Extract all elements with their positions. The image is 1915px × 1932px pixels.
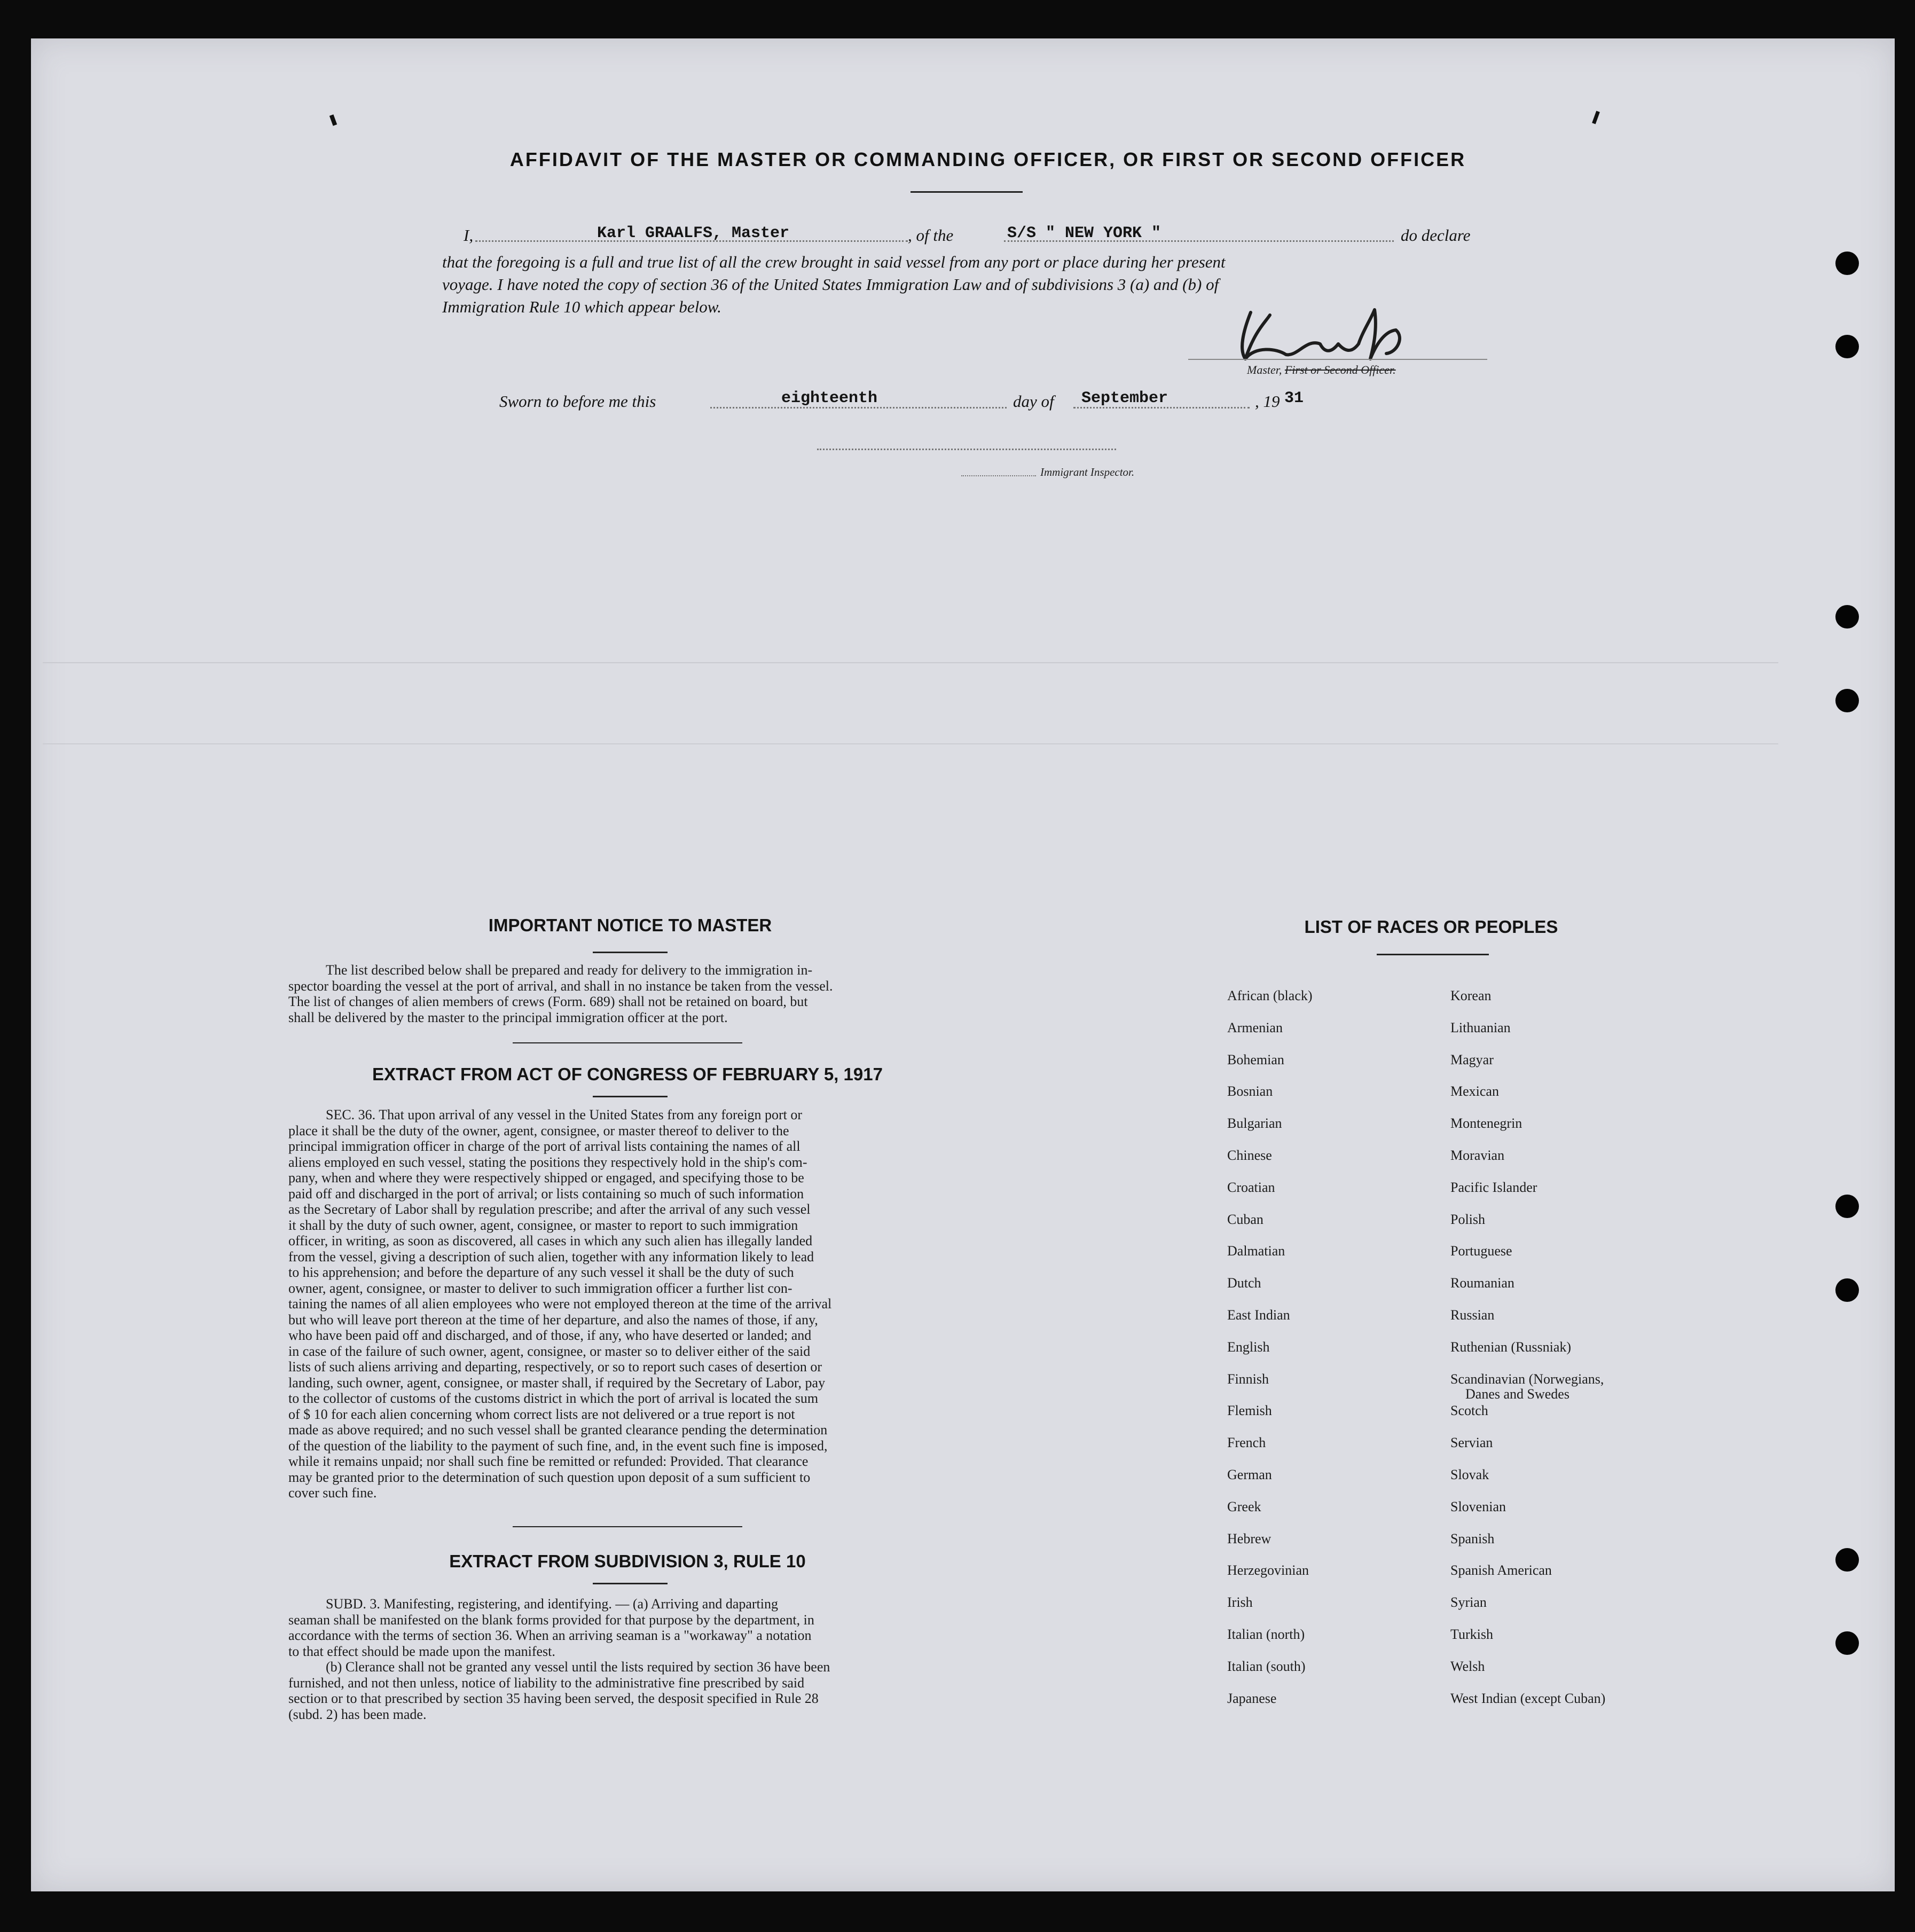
- punch-hole: [1835, 1195, 1859, 1218]
- vessel-value: S/S " NEW YORK ": [1007, 224, 1161, 242]
- race-item: Italian (north): [1227, 1627, 1305, 1642]
- race-item: Pacific Islander: [1450, 1180, 1537, 1195]
- race-item: Spanish: [1450, 1531, 1495, 1546]
- race-item: Greek: [1227, 1499, 1261, 1514]
- vessel-blank: [1004, 240, 1394, 242]
- notice-title: IMPORTANT NOTICE TO MASTER: [488, 915, 772, 935]
- act-line: as the Secretary of Labor shall by regulation prescribe; and after the arrival of any such vessel: [288, 1201, 811, 1217]
- race-item: Armenian: [1227, 1020, 1283, 1035]
- signature-caption: [1247, 363, 1396, 377]
- race-item: Ruthenian (Russniak): [1450, 1339, 1572, 1355]
- act-line: who have been paid off and discharged, and of those, if any, who have deserted or landed; and: [288, 1328, 812, 1343]
- notice-line: spector boarding the vessel at the port of arrival, and shall in no instance be taken from the vessel.: [288, 978, 833, 994]
- race-item: Mexican: [1450, 1083, 1499, 1099]
- rule-extract-text: [288, 1596, 967, 1722]
- race-item: Spanish American: [1450, 1562, 1552, 1578]
- race-item: Dutch: [1227, 1275, 1261, 1291]
- act-line: lists of such aliens arriving and departing, respectively, or so to report such cases of desertion or: [288, 1359, 822, 1375]
- notice-line: The list described below shall be prepared and ready for delivery to the immigration in-: [326, 962, 813, 978]
- race-item: Polish: [1450, 1212, 1486, 1227]
- race-item: Bulgarian: [1227, 1116, 1282, 1131]
- race-item: French: [1227, 1435, 1266, 1450]
- notice-line: shall be delivered by the master to the principal immigration officer at the port.: [288, 1009, 728, 1025]
- race-item: Chinese: [1227, 1148, 1272, 1163]
- notice-text: [288, 962, 967, 1025]
- act-line: while it remains unpaid; nor shall such fine be remitted or refunded: Provided. That clearance: [288, 1454, 809, 1469]
- of-the-label: , of the: [908, 226, 954, 245]
- race-item: Korean: [1450, 988, 1492, 1003]
- act-line: landing, such owner, agent, consignee, or master shall, if required by the Secretary of Labor, pay: [288, 1375, 826, 1391]
- race-item: Flemish: [1227, 1403, 1272, 1418]
- rule-extract-title: EXTRACT FROM SUBDIVISION 3, RULE 10: [449, 1551, 806, 1571]
- name-value: Karl GRAALFS, Master: [597, 224, 790, 242]
- race-item: Russian: [1450, 1307, 1495, 1323]
- race-item: East Indian: [1227, 1307, 1290, 1323]
- race-item: Bohemian: [1227, 1052, 1284, 1067]
- inspector-signature-line: [817, 449, 1116, 450]
- act-line: but who will leave port thereon at the time of her departure, and also the names of those, if any,: [288, 1311, 818, 1328]
- month-blank: [1073, 407, 1250, 409]
- act-line: of $ 10 for each alien concerning whom correct lists are not delivered or a true report is not: [288, 1406, 795, 1422]
- punch-hole: [1835, 1631, 1859, 1655]
- act-line: paid off and discharged in the port of arrival; or lists containing so much of such information: [288, 1185, 804, 1201]
- signature-line: [1188, 359, 1487, 360]
- rule-line: (b) Clerance shall not be granted any vessel until the lists required by section 36 have been: [326, 1659, 830, 1675]
- section-divider: [513, 1042, 742, 1043]
- act-extract-title: EXTRACT FROM ACT OF CONGRESS OF FEBRUARY 5, 1917: [372, 1064, 883, 1084]
- races-underline: [1377, 954, 1489, 955]
- caption-struck: First or Second Officer.: [1284, 363, 1396, 376]
- race-item: Finnish: [1227, 1371, 1269, 1387]
- act-line: may be granted prior to the determination of such question upon deposit of a sum sufficient to: [288, 1469, 811, 1485]
- race-item: Welsh: [1450, 1659, 1485, 1674]
- do-declare-label: do declare: [1401, 226, 1471, 245]
- race-item: Turkish: [1450, 1627, 1493, 1642]
- rule-underline: [593, 1583, 668, 1584]
- race-item: English: [1227, 1339, 1270, 1355]
- race-item-continuation: Danes and Swedes: [1465, 1386, 1569, 1402]
- declaration-line: voyage. I have noted the copy of section 36 of the United States Immigration Law and of subdivisions 3 (a) and (b) of: [442, 275, 1219, 294]
- race-item: Roumanian: [1450, 1275, 1514, 1291]
- notice-line: The list of changes of alien members of crews (Form. 689) shall not be retained on board, but: [288, 994, 808, 1009]
- sworn-line: [499, 390, 1407, 413]
- act-line: SEC. 36. That upon arrival of any vessel in the United States from any foreign port or: [326, 1107, 802, 1122]
- race-item: Scotch: [1450, 1403, 1488, 1418]
- race-item: Montenegrin: [1450, 1116, 1522, 1131]
- affidavit-title: AFFIDAVIT OF THE MASTER OR COMMANDING OFFICER, OR FIRST OR SECOND OFFICER: [509, 148, 1466, 170]
- punch-hole: [1835, 689, 1859, 712]
- act-line: taining the names of all alien employees who were not employed thereon at the time of the arrival: [288, 1296, 832, 1311]
- act-line: cover such fine.: [288, 1485, 377, 1501]
- inspector-label: Immigrant Inspector.: [1040, 466, 1135, 478]
- title-underline: [911, 191, 1023, 193]
- declaration-line-1: [442, 224, 1510, 247]
- race-item: Portuguese: [1450, 1243, 1512, 1259]
- sworn-day-blank: [710, 407, 1007, 409]
- act-line: in case of the failure of such owner, agent, consignee, or master so to deliver either of the said: [288, 1343, 811, 1359]
- act-line: from the vessel, giving a description of such alien, together with any information likely to lead: [288, 1248, 814, 1265]
- race-item: Lithuanian: [1450, 1020, 1511, 1035]
- faint-scan-line: [43, 743, 1778, 744]
- rule-line: to that effect should be made upon the manifest.: [288, 1643, 555, 1659]
- race-item: Dalmatian: [1227, 1243, 1285, 1259]
- race-item: Bosnian: [1227, 1083, 1273, 1099]
- race-item: Slovak: [1450, 1467, 1489, 1482]
- sworn-label: Sworn to before me this: [499, 392, 656, 411]
- rule-line: section or to that prescribed by section 35 having been served, the desposit specified in Rule 28: [288, 1691, 819, 1706]
- act-line: of the question of the liability to the payment of such fine, and, in the event such fine is imposed,: [288, 1438, 828, 1454]
- race-item: German: [1227, 1467, 1272, 1482]
- act-line: to the collector of customs of the customs district in which the port of arrival is located the sum: [288, 1391, 819, 1406]
- punch-hole: [1835, 605, 1859, 629]
- declaration-line: Immigration Rule 10 which appear below.: [442, 297, 721, 316]
- race-item: Cuban: [1227, 1212, 1263, 1227]
- race-item: Hebrew: [1227, 1531, 1272, 1546]
- race-item: Italian (south): [1227, 1659, 1306, 1674]
- act-line: aliens employed en such vessel, stating the positions they respectively hold in the ship's com-: [288, 1154, 807, 1170]
- month-value: September: [1081, 389, 1168, 407]
- act-line: place it shall be the duty of the owner, agent, consignee, or master thereof to deliver to the: [288, 1122, 789, 1138]
- race-item: Herzegovinian: [1227, 1562, 1309, 1578]
- year-prefix: , 19: [1255, 392, 1280, 411]
- race-item: Servian: [1450, 1435, 1493, 1450]
- master-signature: [1218, 299, 1442, 368]
- act-line: to his apprehension; and before the departure of any such vessel it shall be the duty of such: [288, 1265, 794, 1280]
- rule-line: (subd. 2) has been made.: [288, 1706, 427, 1722]
- act-line: pany, when and where they were respectively shipped or engaged, and specifying those to be: [288, 1170, 804, 1185]
- day-of-label: day of: [1013, 392, 1054, 411]
- inspector-signature-line-2: [961, 475, 1036, 476]
- signature-drawing: [1218, 299, 1442, 368]
- punch-hole: [1835, 1548, 1859, 1572]
- act-underline: [593, 1096, 668, 1097]
- act-line: it shall by the duty of such owner, agent, consignee, or master to report to such immigration: [288, 1217, 798, 1233]
- race-item: Syrian: [1450, 1595, 1487, 1610]
- rule-line: accordance with the terms of section 36. When an arriving seaman is a "workaway" a notation: [288, 1628, 812, 1643]
- race-item: Slovenian: [1450, 1499, 1506, 1514]
- act-line: owner, agent, consignee, or master to deliver to such immigration officer a further list con-: [288, 1280, 792, 1296]
- punch-hole: [1835, 1278, 1859, 1302]
- race-item: African (black): [1227, 988, 1313, 1003]
- race-item: Croatian: [1227, 1180, 1275, 1195]
- race-item: Magyar: [1450, 1052, 1494, 1067]
- act-line: officer, in writing, as soon as discovered, all cases in which any such alien has illegally landed: [288, 1233, 813, 1248]
- caption-master: Master,: [1247, 363, 1282, 376]
- section-divider: [513, 1526, 742, 1527]
- sworn-day-value: eighteenth: [781, 389, 878, 407]
- notice-underline: [593, 952, 668, 953]
- rule-line: SUBD. 3. Manifesting, registering, and identifying. — (a) Arriving and daparting: [326, 1596, 779, 1612]
- rule-line: seaman shall be manifested on the blank forms provided for that purpose by the department, in: [288, 1612, 814, 1628]
- race-item: Moravian: [1450, 1148, 1505, 1163]
- name-blank: [475, 240, 908, 242]
- race-item: West Indian (except Cuban): [1450, 1691, 1606, 1706]
- act-line: principal immigration officer in charge of the port of arrival lists containing the names of all: [288, 1138, 800, 1154]
- races-title: LIST OF RACES OR PEOPLES: [1304, 917, 1558, 937]
- race-item: Japanese: [1227, 1691, 1277, 1706]
- act-line: made as above required; and no such vessel shall be granted clearance pending the determination: [288, 1422, 828, 1438]
- punch-hole: [1835, 335, 1859, 358]
- i-label: I,: [464, 226, 474, 245]
- faint-scan-line: [43, 662, 1778, 663]
- act-extract-text: [288, 1107, 967, 1501]
- punch-hole: [1835, 252, 1859, 275]
- race-item: Scandinavian (Norwegians,: [1450, 1371, 1604, 1387]
- race-item: Irish: [1227, 1595, 1253, 1610]
- rule-line: furnished, and not then unless, notice of liability to the administrative fine prescribed by said: [288, 1675, 805, 1691]
- declaration-line: that the foregoing is a full and true list of all the crew brought in said vessel from any port or place during her present: [442, 253, 1226, 271]
- year-value: 31: [1284, 389, 1304, 407]
